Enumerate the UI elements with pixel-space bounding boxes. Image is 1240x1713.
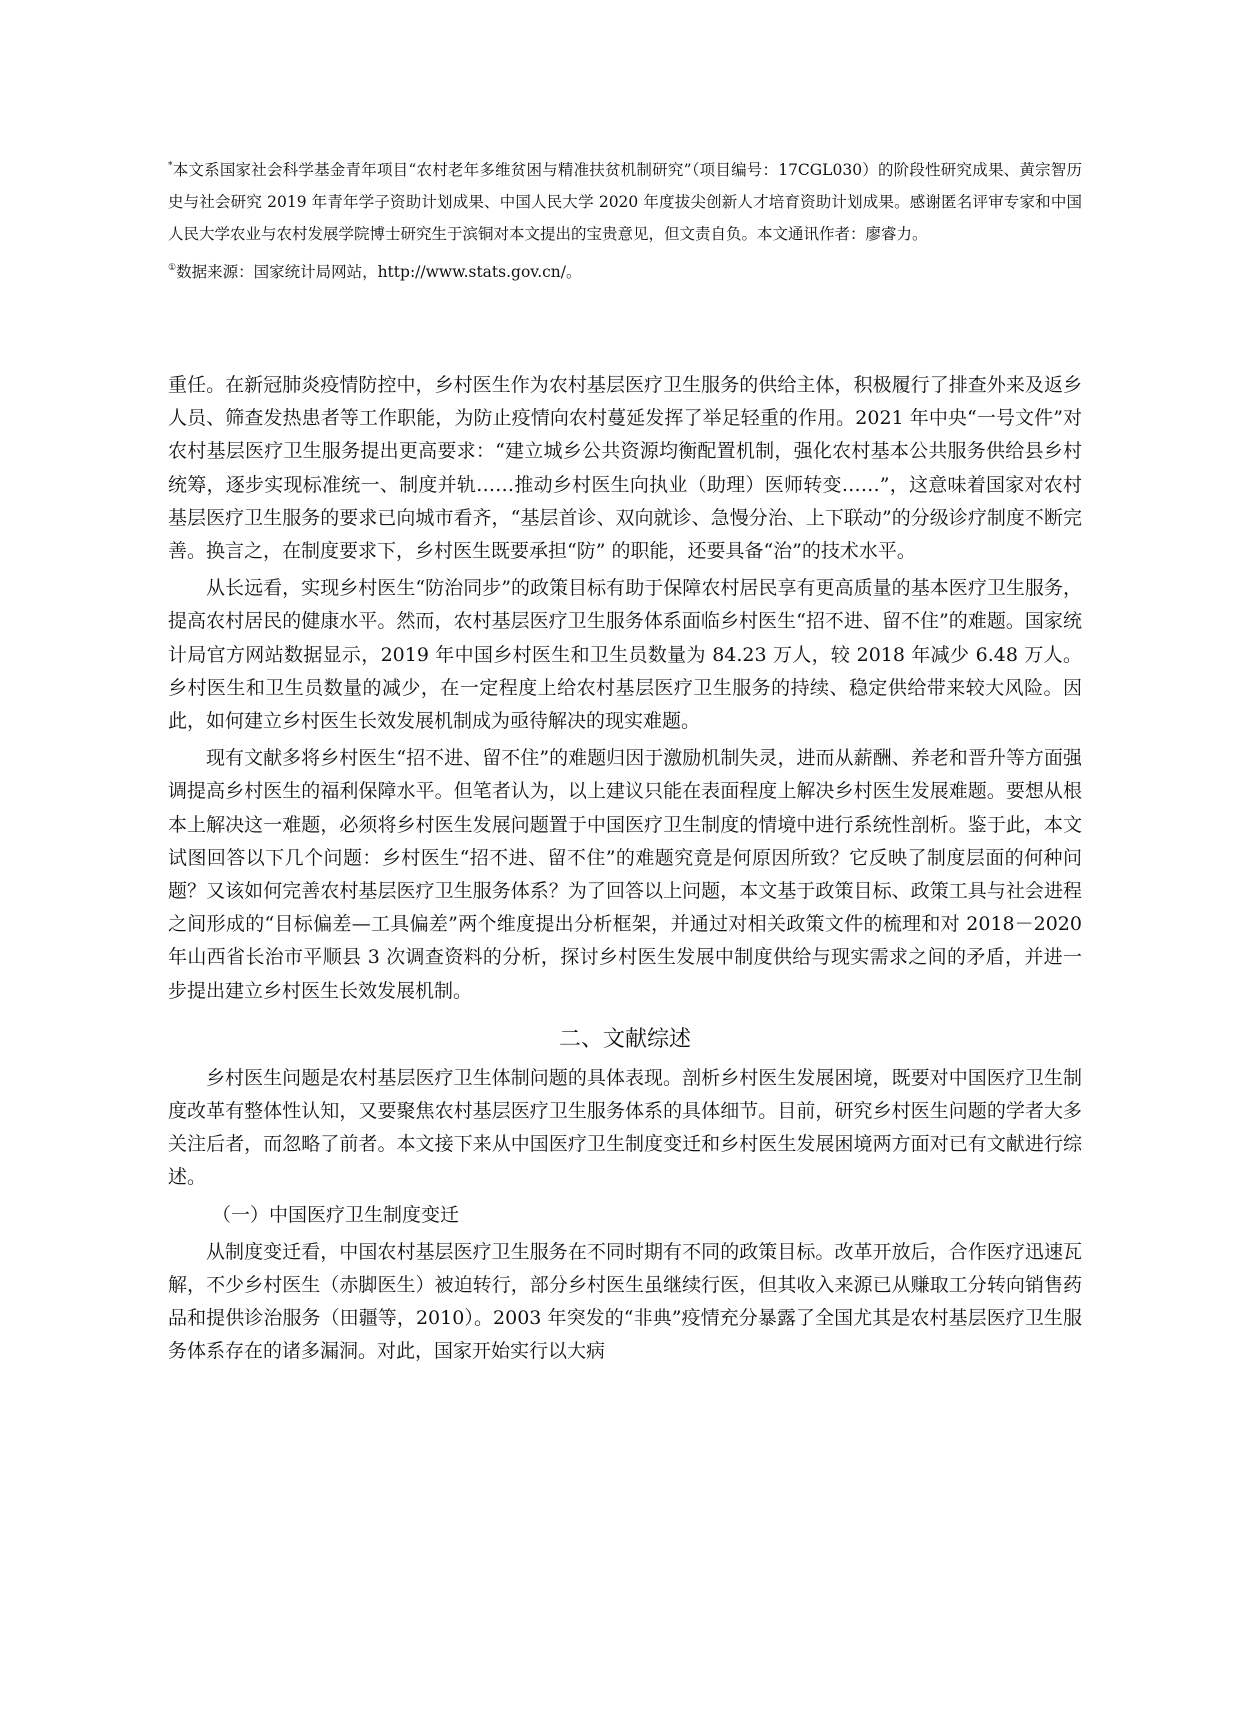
footnotes bbox=[168, 154, 1082, 288]
funding-footnote bbox=[168, 154, 1082, 250]
funding-footnote-text: 本文系国家社会科学基金青年项目“农村老年多维贫困与精准扶贫机制研究”（项目编号：17CGL030）的阶段性研究成果、黄宗智历史与社会研究 2019 年青年学子资助计划成果、中国人民大学 2020 年度拔尖创新人才培育资助计划成果。感谢匿名评审专家和中国人民大学农业与农村发展学院博士研究生于滨铜对本文提出的宝贵意见，但文责自负。本文通讯作者：廖睿力。 bbox=[168, 161, 1082, 243]
paragraph-continued: 重任。在新冠肺炎疫情防控中，乡村医生作为农村基层医疗卫生服务的供给主体，积极履行了排查外来及返乡人员、筛查发热患者等工作职能，为防止疫情向农村蔓延发挥了举足轻重的作用。2021 年中央“一号文件”对农村基层医疗卫生服务提出更高要求：“建立城乡公共资源均衡配置机制，强化农村基本公共服务供给县乡村统筹，逐步实现标准统一、制度并轨……推动乡村医生向执业（助理）医师转变……”，这意味着国家对农村基层医疗卫生服务的要求已向城市看齐，“基层首诊、双向就诊、急慢分治、上下联动”的分级诊疗制度不断完善。换言之，在制度要求下，乡村医生既要承担“防” 的职能，还要具备“治”的技术水平。 bbox=[168, 374, 1082, 563]
paragraph: 从长远看，实现乡村医生“防治同步”的政策目标有助于保障农村居民享有更高质量的基本医疗卫生服务，提高农村居民的健康水平。然而，农村基层医疗卫生服务体系面临乡村医生“招不进、留不住”的难题。国家统计局官方网站数据显示，2019 年中国乡村医生和卫生员数量为 84.23 万人，较 2018 年减少 6.48 万人。乡村医生和卫生员数量的减少，在一定程度上给农村基层医疗卫生服务的持续、稳定供给带来较大风险。因此，如何建立乡村医生长效发展机制成为亟待解决的现实难题。 bbox=[168, 577, 1082, 733]
body-text bbox=[168, 369, 1082, 1368]
source-footnote-text: 数据来源：国家统计局网站，http://www.stats.gov.cn/。 bbox=[176, 263, 582, 281]
footnote-marker-asterisk: * bbox=[168, 161, 173, 171]
paragraph: 从制度变迁看，中国农村基层医疗卫生服务在不同时期有不同的政策目标。改革开放后，合作医疗迅速瓦解，不少乡村医生（赤脚医生）被迫转行，部分乡村医生虽继续行医，但其收入来源已从赚取工分转向销售药品和提供诊治服务（田疆等，2010）。2003 年突发的“非典”疫情充分暴露了全国尤其是农村基层医疗卫生服务体系存在的诸多漏洞。对此，国家开始实行以大病 bbox=[168, 1240, 1082, 1363]
subsection-heading: （一）中国医疗卫生制度变迁 bbox=[212, 1203, 460, 1226]
paragraph: 乡村医生问题是农村基层医疗卫生体制问题的具体表现。剖析乡村医生发展困境，既要对中国医疗卫生制度改革有整体性认知，又要聚焦农村基层医疗卫生服务体系的具体细节。目前，研究乡村医生问题的学者大多关注后者，而忽略了前者。本文接下来从中国医疗卫生制度变迁和乡村医生发展困境两方面对已有文献进行综述。 bbox=[168, 1066, 1082, 1189]
section-heading: 二、文献综述 bbox=[558, 1026, 691, 1052]
source-footnote bbox=[168, 256, 1082, 288]
footnote-marker-1: ① bbox=[168, 263, 177, 273]
paragraph: 现有文献多将乡村医生“招不进、留不住”的难题归因于激励机制失灵，进而从薪酬、养老和晋升等方面强调提高乡村医生的福利保障水平。但笔者认为，以上建议只能在表面程度上解决乡村医生发展难题。要想从根本上解决这一难题，必须将乡村医生发展问题置于中国医疗卫生制度的情境中进行系统性剖析。鉴于此，本文试图回答以下几个问题：乡村医生“招不进、留不住”的难题究竟是何原因所致？它反映了制度层面的何种问题？又该如何完善农村基层医疗卫生服务体系？为了回答以上问题，本文基于政策目标、政策工具与社会进程之间形成的“目标偏差—工具偏差”两个维度提出分析框架，并通过对相关政策文件的梳理和对 2018－2020 年山西省长治市平顺县 3 次调查资料的分析，探讨乡村医生发展中制度供给与现实需求之间的矛盾，并进一步提出建立乡村医生长效发展机制。 bbox=[168, 747, 1082, 1002]
